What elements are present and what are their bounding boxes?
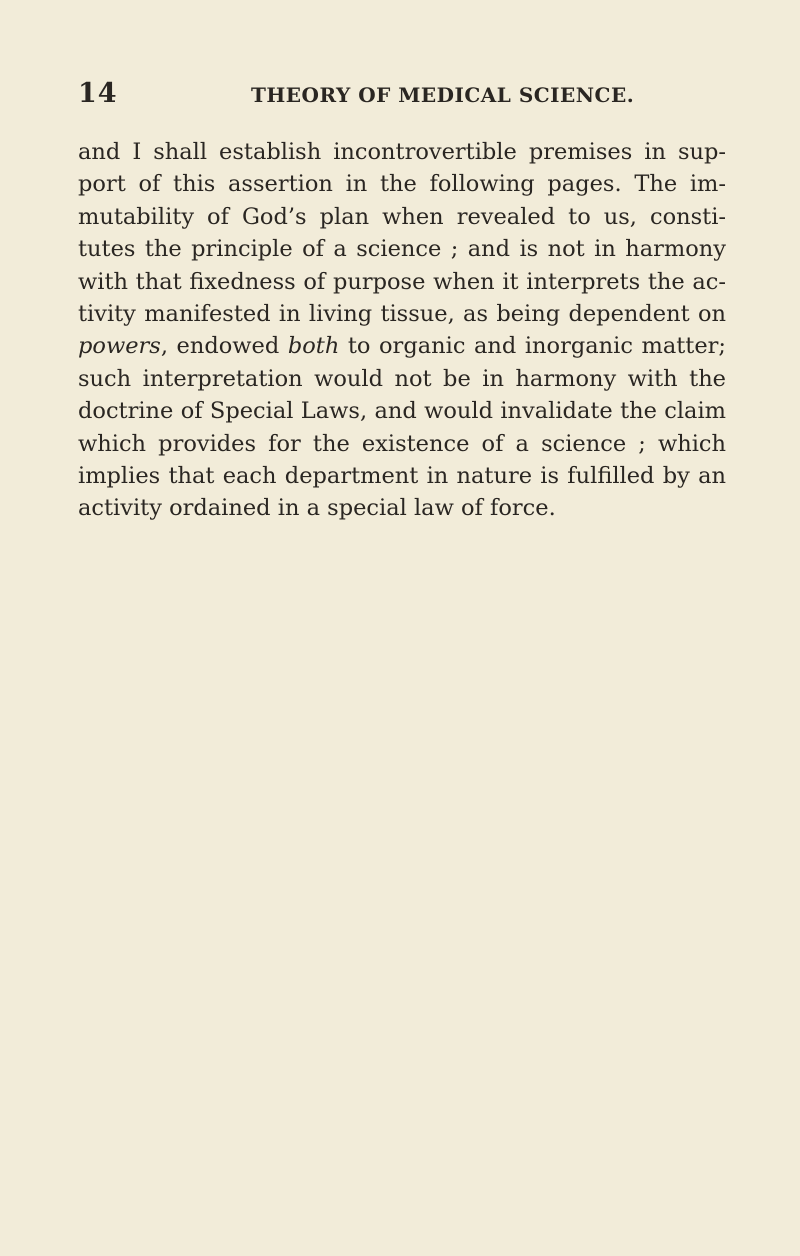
text-line: and I shall establish incontrovertible premises in sup- [78,139,726,165]
body-paragraph [78,136,726,525]
text-line: tivity manifested in living tissue, as being dependent on [78,300,726,327]
text-line: activity ordained in a special law of force. [78,495,556,522]
text-line: mutability of God’s plan when revealed to us, consti- [78,203,726,230]
page-number: 14 [78,78,118,109]
text-line: doctrine of Special Laws, and would invalidate the claim [78,398,726,425]
italic-both: both [287,333,340,360]
text-line: implies that each department in nature is fulfilled by an [78,462,726,489]
text-line: which provides for the existence of a science ; which [78,430,726,457]
text-line: tutes the principle of a science ; and is not in harmony [78,236,726,263]
page-header [78,78,728,112]
text-line: powers, endowed both to organic and inorganic matter; [78,333,726,360]
italic-powers: powers [78,333,161,360]
text-line: port of this assertion in the following pages. The im- [78,171,726,198]
text-line: with that fixedness of purpose when it interprets the ac- [78,268,726,295]
text-line: such interpretation would not be in harmony with the [78,365,726,392]
running-title: THEORY OF MEDICAL SCIENCE. [251,83,635,107]
